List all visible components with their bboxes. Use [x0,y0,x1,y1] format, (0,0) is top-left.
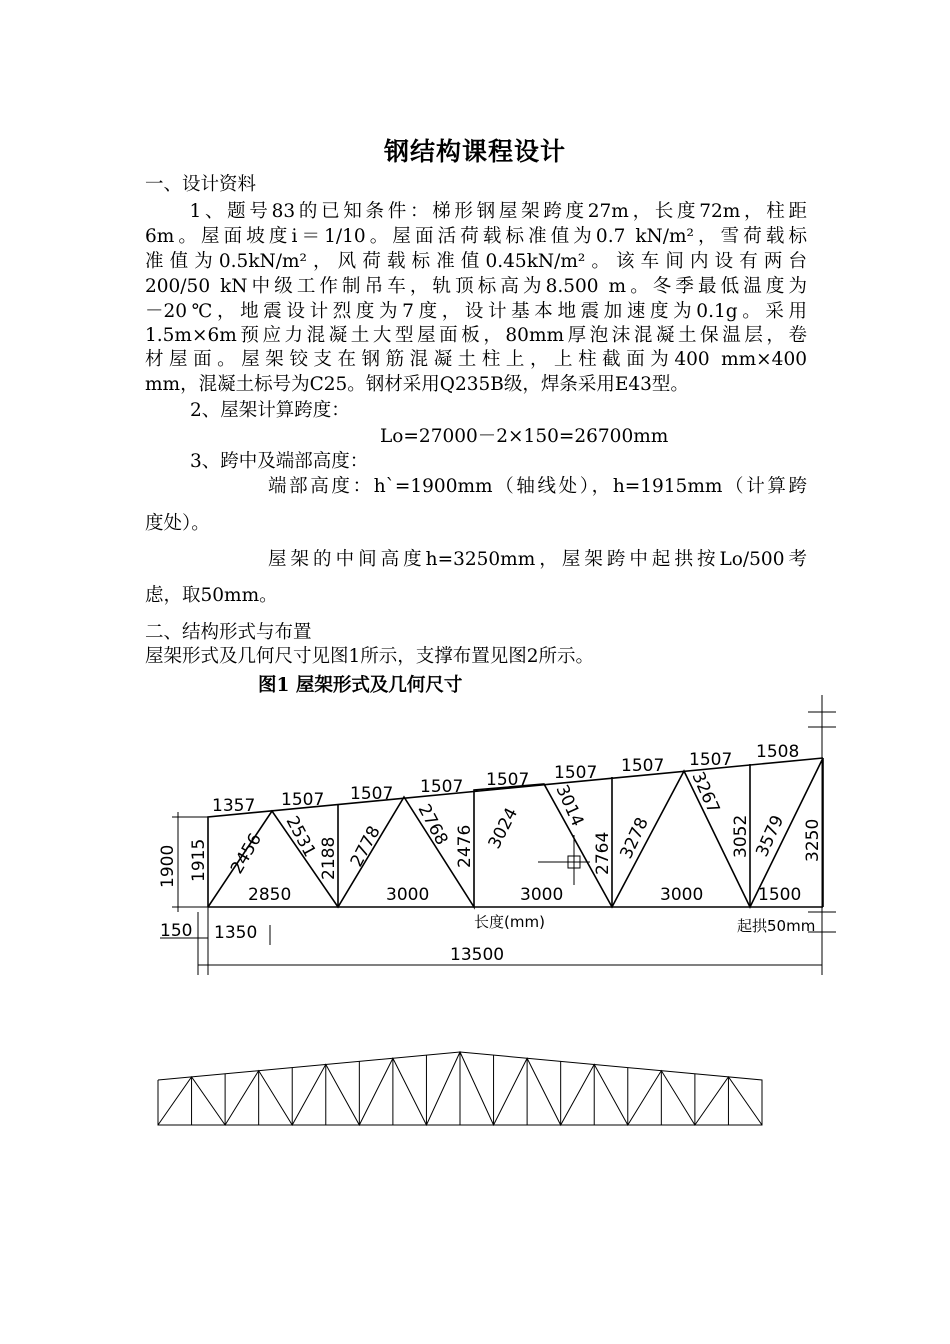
end-height-line2: 度处）。 [145,513,210,534]
web-label-3014: 3014 [551,781,588,830]
web-label-3267: 3267 [687,768,724,817]
first-panel-label: 1350 [214,923,258,943]
web-label-2764: 2764 [593,831,613,875]
web-label-2778: 2778 [346,822,385,871]
camber-label: 起拱50mm [737,917,816,935]
web-label-3250: 3250 [803,818,823,862]
end-offset-label: 150 [160,921,193,941]
mid-height-line1: 屋架的中间高度h=3250mm，屋架跨中起拱按Lo/500考 [268,549,807,570]
paragraph1-line1: 1、题号83的已知条件：梯形钢屋架跨度27m，长度72m，柱距 [145,201,807,222]
span-formula: Lo=27000－2×150=26700mm [380,426,669,447]
web-label-1915: 1915 [189,838,209,882]
document-title: 钢结构课程设计 [383,137,566,166]
top-chord-label-8: 1507 [689,750,733,770]
mid-height-line2: 虑，取50mm。 [145,585,278,606]
bottom-chord-label-5: 1500 [758,885,802,905]
web-label-2456: 2456 [227,830,266,878]
top-chord-label-2: 1507 [281,790,325,810]
paragraph1-line4: 200/50 kN中级工作制吊车，轨顶标高为8.500 m。冬季最低温度为 [145,276,807,297]
top-chord-label-1: 1357 [212,796,256,816]
top-chord-label-5: 1507 [486,770,530,790]
end-height-line1: 端部高度：h`=1900mm（轴线处），h=1915mm（计算跨 [268,476,807,497]
end-height-label: 1900 [158,844,178,888]
bottom-chord-label-2: 3000 [386,885,430,905]
web-label-3024: 3024 [484,804,523,853]
paragraph1-line2: 6m。屋面坡度i＝1/10。屋面活荷载标准值为0.7 kN/m²，雪荷载标 [145,226,807,247]
bottom-chord-label-3: 3000 [520,885,564,905]
paragraph1-line6: 1.5m×6m预应力混凝土大型屋面板，80mm厚泡沫混凝土保温层，卷 [145,325,807,346]
full-truss-outline-diagram [150,1045,780,1130]
section2-text: 屋架形式及几何尺寸见图1所示，支撑布置见图2所示。 [145,646,595,667]
web-label-3052: 3052 [731,814,751,858]
top-chord-label-3: 1507 [350,784,394,804]
web-label-2476: 2476 [455,824,475,868]
paragraph1-line8: mm，混凝土标号为C25。钢材采用Q235B级，焊条采用E43型。 [145,374,689,395]
bottom-chord-label-1: 2850 [248,885,292,905]
web-label-2188: 2188 [319,836,339,880]
paragraph1-line3: 准值为0.5kN/m²，风荷载标准值0.45kN/m²。该车间内设有两台 [145,251,807,272]
section1-heading: 一、设计资料 [145,174,257,195]
web-label-3579: 3579 [752,812,789,861]
half-span-label: 13500 [450,945,505,965]
figure1-caption: 图1 屋架形式及几何尺寸 [258,675,463,696]
paragraph1-line7: 材屋面。屋架铰支在钢筋混凝土柱上，上柱截面为400 mm×400 [145,349,807,370]
length-unit-label: 长度(mm) [474,913,545,931]
top-chord-label-9: 1508 [756,742,800,762]
bottom-chord-label-4: 3000 [660,885,704,905]
span-heading: 2、屋架计算跨度： [190,400,350,421]
top-chord-label-4: 1507 [420,777,464,797]
top-chord-label-7: 1507 [621,756,665,776]
section2-heading: 二、结构形式与布置 [145,622,312,643]
web-label-3278: 3278 [616,814,653,863]
height-heading: 3、跨中及端部高度： [190,451,369,472]
paragraph1-line5: －20℃，地震设计烈度为7度，设计基本地震加速度为0.1g。采用 [145,301,807,322]
truss-geometry-diagram [150,695,840,975]
web-label-2768: 2768 [413,800,452,849]
web-label-2531: 2531 [281,812,320,861]
top-chord-label-6: 1507 [554,763,598,783]
